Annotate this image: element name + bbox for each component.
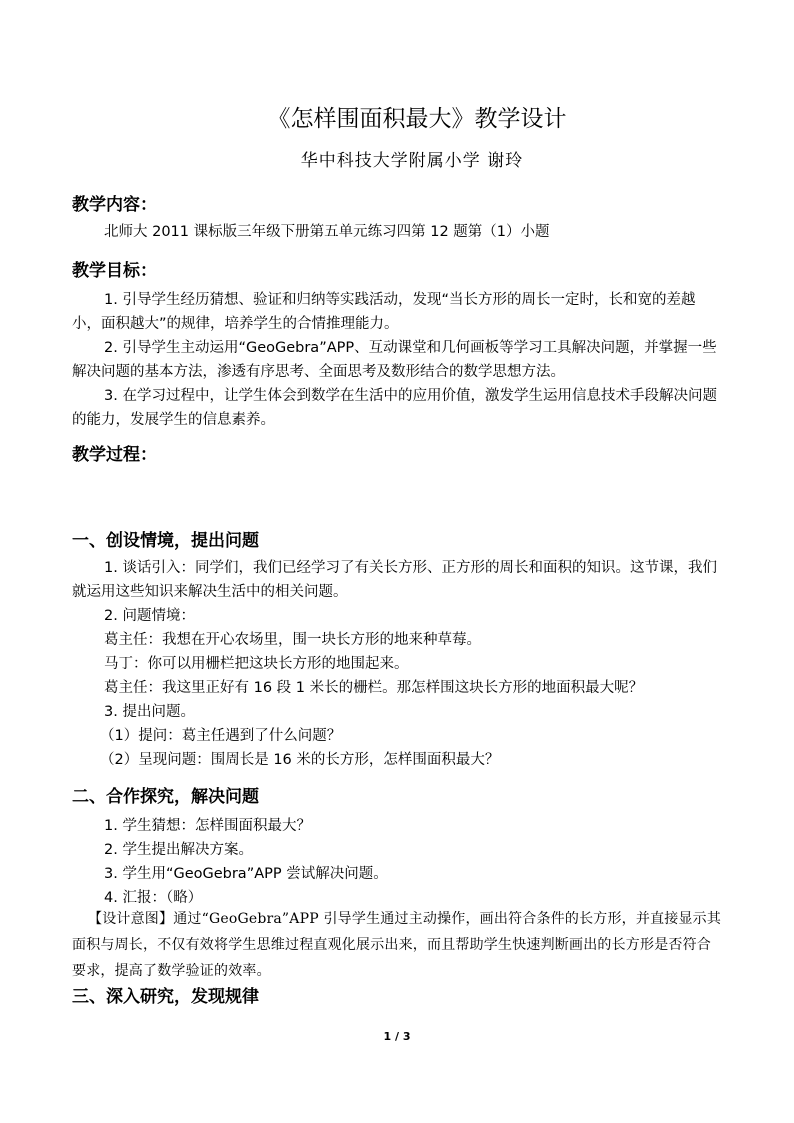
heading-goals: 教学目标： — [72, 261, 157, 281]
goal-item-1: 1. 引导学生经历猜想、验证和归纳等实践活动，发现“当长方形的周长一定时，长和宽的差越小，面积越大”的规律，培养学生的合情推理能力。 — [72, 292, 696, 332]
part1-para-4: 马丁：你可以用栅栏把这块长方形的地围起来。 — [104, 656, 409, 672]
part2-para-4: 4. 汇报：（略） — [104, 890, 203, 906]
goal-item-3: 3. 在学习过程中，让学生体会到数学在生活中的应用价值，激发学生运用信息技术手段解决问题的能力，发展学生的信息素养。 — [72, 388, 717, 428]
document-title: 《怎样围面积最大》教学设计 — [267, 106, 567, 132]
part3-heading: 三、深入研究，发现规律 — [72, 987, 259, 1007]
part2-para-2: 2. 学生提出解决方案。 — [104, 842, 253, 858]
part1-heading: 一、创设情境，提出问题 — [72, 531, 259, 551]
part2-heading: 二、合作探究，解决问题 — [72, 787, 259, 807]
part1-para-8: （2）呈现问题：围周长是 16 米的长方形，怎样围面积最大？ — [100, 752, 500, 768]
part1-para-1: 1. 谈话引入：同学们，我们已经学习了有关长方形、正方形的周长和面积的知识。这节课，我们就运用这些知识来解决生活中的相关问题。 — [72, 560, 717, 600]
document-author: 华中科技大学附属小学 谢玲 — [300, 151, 524, 171]
heading-process: 教学过程： — [72, 445, 157, 465]
part1-para-3: 葛主任：我想在开心农场里，围一块长方形的地来种草莓。 — [104, 632, 481, 648]
part1-para-7: （1）提问：葛主任遇到了什么问题？ — [100, 728, 342, 744]
part1-para-6: 3. 提出问题。 — [104, 704, 195, 720]
heading-content: 教学内容： — [72, 195, 157, 215]
content-text: 北师大 2011 课标版三年级下册第五单元练习四第 12 题第（1）小题 — [104, 224, 550, 240]
part1-para-5: 葛主任：我这里正好有 16 段 1 米长的栅栏。那怎样围这块长方形的地面积最大呢？ — [104, 680, 644, 696]
design-intent: 【设计意图】通过“GeoGebra”APP 引导学生通过主动操作，画出符合条件的长方形，并直接显示其面积与周长，不仅有效将学生思维过程直观化展示出来，而且帮助学生快速判断画出的长方形是否符合要求，提高了数学验证的效率。 — [72, 911, 722, 979]
part1-para-2: 2. 问题情境： — [104, 608, 195, 624]
goal-item-2: 2. 引导学生主动运用“GeoGebra”APP、互动课堂和几何画板等学习工具解决问题，并掌握一些解决问题的基本方法，渗透有序思考、全面思考及数形结合的数学思想方法。 — [72, 340, 717, 380]
part2-para-3: 3. 学生用“GeoGebra”APP 尝试解决问题。 — [104, 866, 388, 882]
page-number: 1 / 3 — [383, 1030, 411, 1043]
part2-para-1: 1. 学生猜想：怎样围面积最大？ — [104, 818, 311, 834]
